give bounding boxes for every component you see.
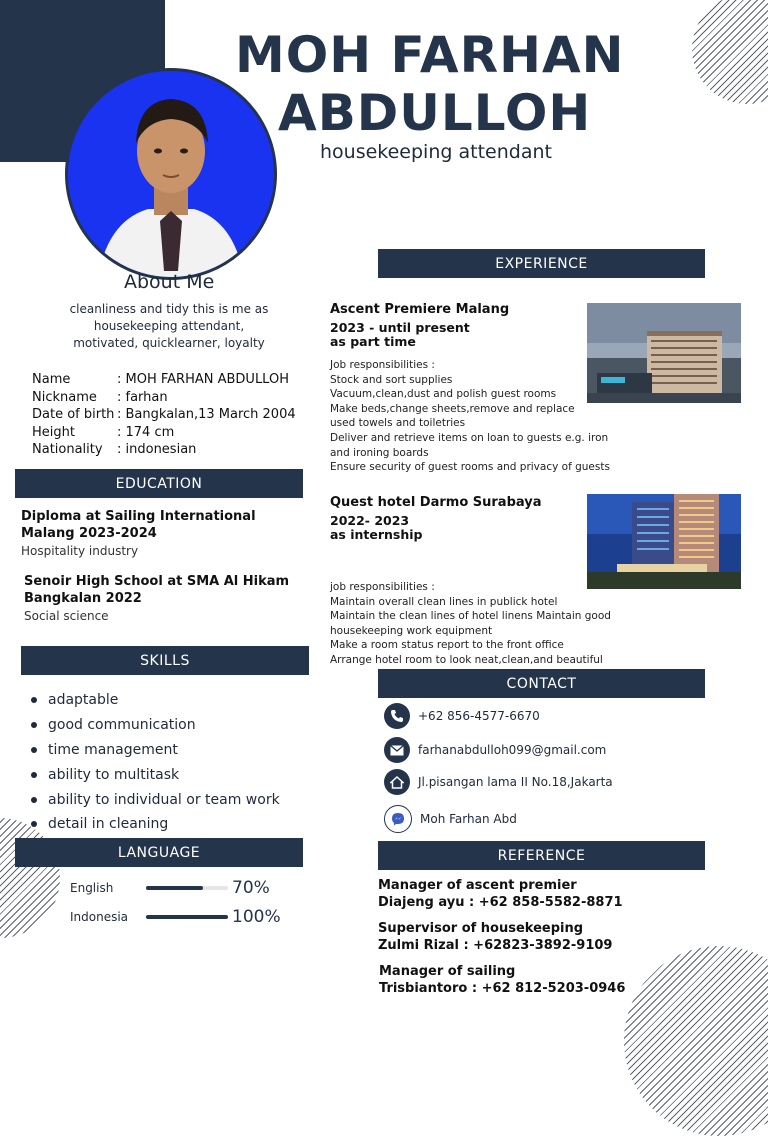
reference-title: Manager of sailing — [379, 964, 516, 979]
email-icon — [384, 737, 410, 763]
info-value: : indonesian — [117, 442, 197, 457]
reference-contact: Diajeng ayu : +62 858-5582-8871 — [378, 895, 623, 910]
education-field: Hospitality industry — [21, 544, 139, 558]
hotel-photo-quest — [587, 494, 741, 589]
bullet-icon — [31, 797, 37, 803]
skill-item — [28, 688, 280, 713]
name-heading-line1: MOH FARHAN — [235, 26, 625, 84]
experience-responsibility: Deliver and retrieve items on loan to guests e.g. iron — [330, 431, 609, 444]
contact-text: farhanabdulloh099@gmail.com — [418, 743, 607, 757]
bullet-icon — [31, 772, 37, 778]
personal-info — [32, 371, 296, 459]
info-row-height — [32, 424, 296, 442]
info-row-nationality — [32, 441, 296, 459]
skill-item — [28, 713, 280, 738]
hatch-decoration-top — [692, 0, 768, 104]
experience-responsibility: housekeeping work equipment — [330, 624, 493, 637]
experience-responsibility: Maintain overall clean lines in publick hotel — [330, 595, 558, 608]
reference-title: Supervisor of housekeeping — [378, 921, 584, 936]
about-title: About Me — [124, 271, 215, 293]
bullet-icon — [31, 697, 37, 703]
experience-responsibility: Arrange hotel room to look neat,clean,and beautiful — [330, 653, 603, 666]
info-value: : farhan — [117, 389, 168, 405]
skills-list — [28, 688, 280, 837]
about-text — [50, 301, 288, 352]
info-value: : 174 cm — [117, 424, 175, 440]
reference-item — [379, 964, 625, 996]
experience-responsibility: Make beds,change sheets,remove and replace — [330, 402, 575, 415]
messenger-icon — [384, 805, 412, 833]
education-school: Bangkalan 2022 — [24, 591, 142, 606]
bullet-icon — [31, 722, 37, 728]
language-level-track — [146, 915, 228, 919]
experience-period: 2023 - until present — [330, 320, 470, 335]
reference-contact: Trisbiantoro : +62 812-5203-0946 — [379, 981, 626, 996]
skill-item — [28, 812, 280, 837]
experience-responsibility: and ironing boards — [330, 446, 429, 459]
info-label: Nationality — [32, 442, 103, 457]
home-icon — [384, 769, 410, 795]
info-label: Name — [32, 372, 71, 387]
info-value: : MOH FARHAN ABDULLOH — [117, 372, 289, 387]
experience-company: Quest hotel Darmo Surabaya — [330, 495, 542, 510]
language-level-fill — [146, 886, 203, 890]
info-label: Height — [32, 424, 75, 440]
education-item — [21, 508, 256, 558]
bullet-icon — [31, 747, 37, 753]
language-level-fill — [146, 915, 228, 919]
contact-row-address — [384, 769, 613, 795]
info-label: Date of birth — [32, 407, 115, 422]
skill-item — [28, 738, 280, 763]
info-row-dob — [32, 406, 296, 424]
skill-item — [28, 787, 280, 812]
language-name: Indonesia — [70, 910, 129, 924]
name-heading-line2: ABDULLOH — [278, 84, 592, 142]
contact-text: Jl.pisangan lama II No.18,Jakarta — [418, 775, 613, 789]
reference-contact: Zulmi Rizal : +62823-3892-9109 — [378, 938, 613, 953]
skill-text: adaptable — [48, 692, 119, 709]
contact-row-email — [384, 737, 606, 763]
experience-period: as part time — [330, 334, 416, 349]
skill-text: good communication — [48, 717, 196, 734]
reference-item — [378, 921, 612, 953]
hatch-decoration-bottom — [624, 946, 768, 1136]
education-item — [24, 573, 289, 623]
info-row-nickname — [32, 389, 296, 407]
contact-heading: CONTACT — [378, 669, 705, 698]
language-level-track — [146, 886, 228, 890]
experience-period: as internship — [330, 527, 423, 542]
experience-responsibility: Stock and sort supplies — [330, 373, 453, 386]
language-row-english — [70, 878, 270, 898]
language-row-indonesia — [70, 907, 281, 927]
language-name: English — [70, 881, 114, 895]
contact-row-messenger — [384, 805, 517, 833]
profile-photo — [65, 68, 277, 280]
language-percent: 70% — [232, 878, 270, 898]
experience-responsibility: Maintain the clean lines of hotel linens Maintain good — [330, 610, 611, 623]
reference-item — [378, 878, 623, 910]
job-title: housekeeping attendant — [320, 141, 552, 163]
experience-responsibility: job responsibilities : — [330, 581, 435, 593]
about-line: housekeeping attendant, — [93, 319, 245, 333]
contact-text: Moh Farhan Abd — [420, 812, 517, 826]
language-heading: LANGUAGE — [15, 838, 303, 867]
phone-icon — [384, 703, 410, 729]
skill-text: ability to multitask — [48, 766, 180, 783]
experience-item — [330, 302, 610, 475]
education-field: Social science — [24, 609, 109, 623]
experience-responsibility: Ensure security of guest rooms and privacy of guests — [330, 461, 610, 474]
education-school: Senoir High School at SMA Al Hikam — [24, 574, 290, 589]
skill-text: time management — [48, 741, 178, 758]
skill-text: ability to individual or team work — [48, 791, 280, 808]
skills-heading: SKILLS — [21, 646, 309, 675]
experience-item — [330, 495, 611, 668]
contact-text: +62 856-4577-6670 — [418, 709, 540, 723]
experience-responsibility: Vacuum,clean,dust and polish guest rooms — [330, 388, 557, 401]
reference-heading: REFERENCE — [378, 841, 705, 870]
info-label: Nickname — [32, 389, 97, 405]
education-school: Malang 2023-2024 — [21, 526, 157, 541]
bullet-icon — [31, 821, 37, 827]
contact-row-phone — [384, 703, 540, 729]
info-value: : Bangkalan,13 March 2004 — [117, 407, 296, 422]
hotel-photo-ascent — [587, 303, 741, 403]
education-school: Diploma at Sailing International — [21, 509, 256, 524]
reference-title: Manager of ascent premier — [378, 878, 577, 893]
info-row-name — [32, 371, 296, 389]
experience-heading: EXPERIENCE — [378, 249, 705, 278]
education-heading: EDUCATION — [15, 469, 303, 498]
experience-responsibility: Make a room status report to the front office — [330, 639, 564, 652]
experience-responsibility: used towels and toiletries — [330, 417, 466, 430]
experience-period: 2022- 2023 — [330, 513, 410, 528]
about-line: cleanliness and tidy this is me as — [69, 302, 269, 316]
language-percent: 100% — [232, 907, 281, 927]
skill-item — [28, 762, 280, 787]
experience-responsibility: Job responsibilities : — [330, 359, 435, 371]
about-line: motivated, quicklearner, loyalty — [73, 336, 265, 350]
skill-text: detail in cleaning — [48, 816, 169, 833]
experience-company: Ascent Premiere Malang — [330, 302, 510, 317]
